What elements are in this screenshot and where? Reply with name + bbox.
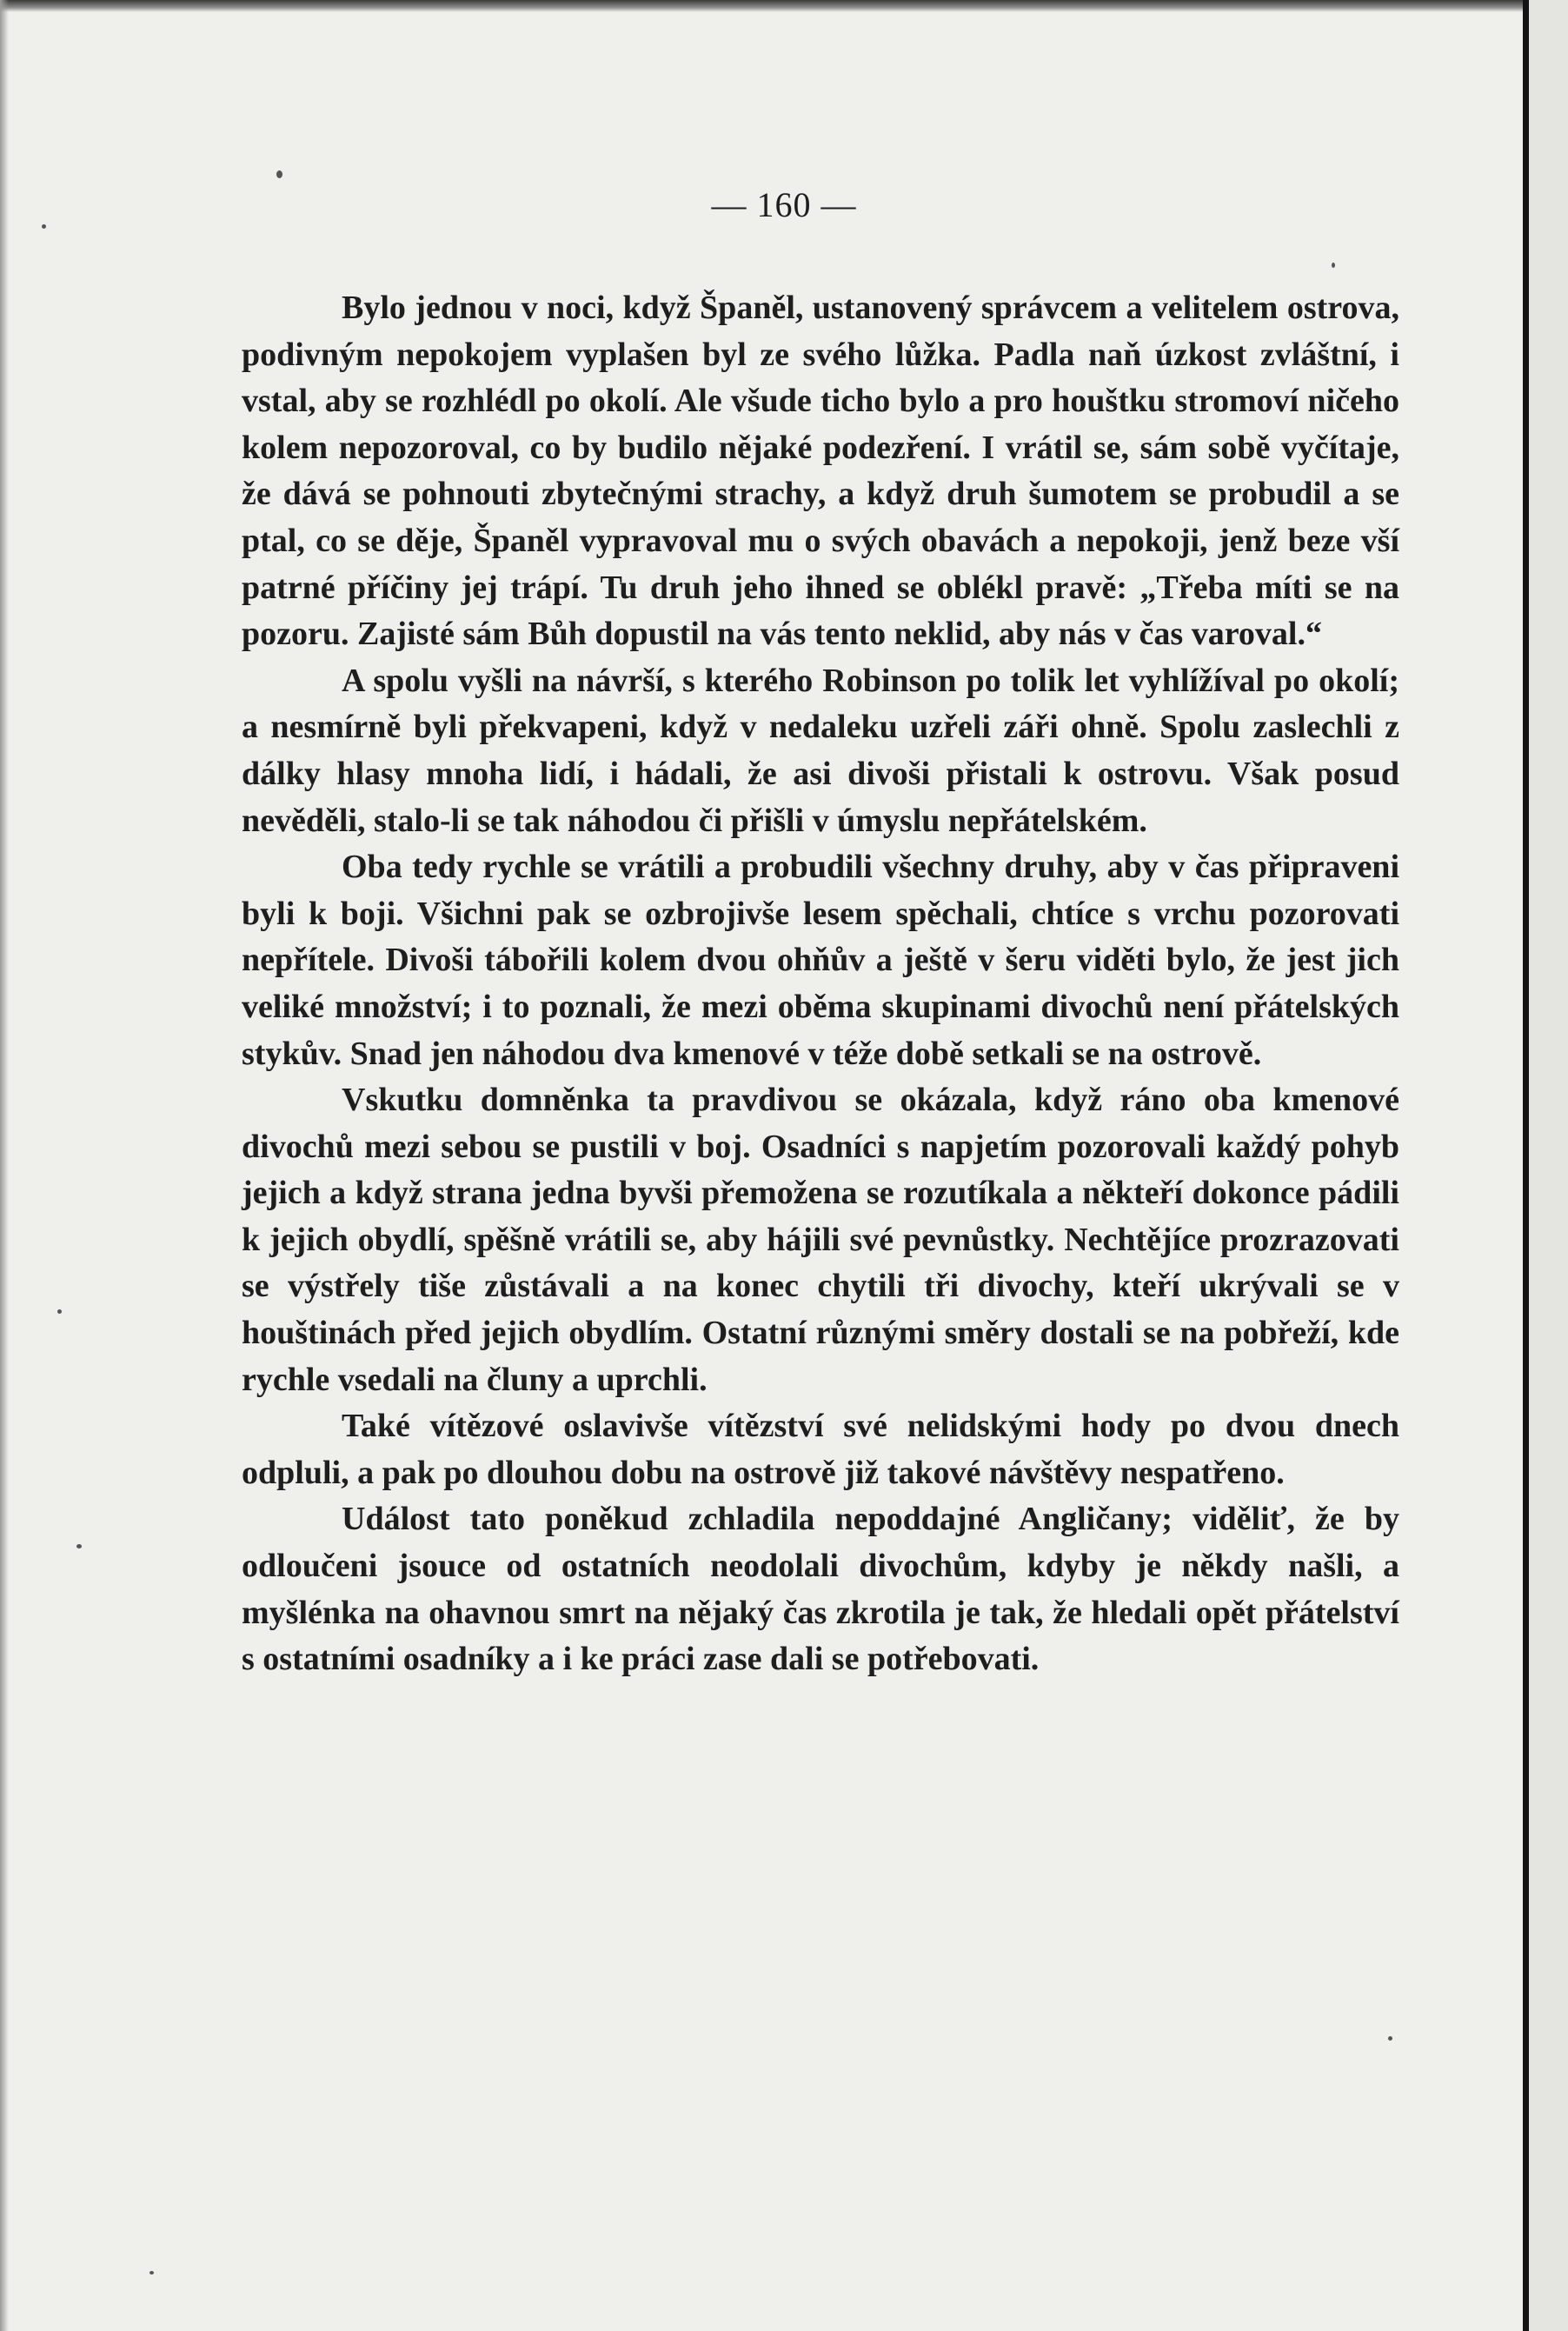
paragraph: Událost tato poněkud zchladila nepoddajné Angličany; viděliť, že by odloučeni jsouce od ostatních neodolali divochům, kdyby je někdy našli, a myšlénka na ohavnou smrt na nějaký čas zkrotila je tak, že hledali opět přátelství s ostatními osadníky a i ke práci zase dali se potřebovati. bbox=[242, 1501, 1399, 1678]
scan-right-margin bbox=[1523, 0, 1568, 2331]
dust-speck bbox=[57, 1309, 62, 1314]
paragraph: Oba tedy rychle se vrátili a probudili všechny druhy, aby v čas připraveni byli k boji. Všichni pak se ozbrojivše lesem spěchali, chtíce s vrchu pozorovati nepřítele. Divoši tábořili kolem dvou ohňův a ještě v šeru viděti bylo, že jest jich veliké množství; i to poznali, že mezi oběma skupinami divochů není přátelských stykův. Snad jen náhodou dva kmenové v téže době setkali se na ostrově. bbox=[242, 849, 1399, 1072]
paragraph: Vskutku domněnka ta pravdivou se okázala, když ráno oba kmenové divochů mezi sebou se pustili v boj. Osadníci s napjetím pozorovali každý pohyb jejich a když strana jedna byvši přemožena se rozutíkala a někteří dokonce pádili k jejich obydlí, spěšně vrátili se, aby hájili své pevnůstky. Nechtějíce prozrazovati se výstřely tiše zůstávali a na konec chytili tři divochy, kteří ukrývali se v houštinách před jejich obydlím. Ostatní různými směry dostali se na pobřeží, kde rychle vsedali na čluny a uprchli. bbox=[242, 1082, 1399, 1398]
dust-speck bbox=[76, 1544, 82, 1548]
dust-speck bbox=[149, 2271, 154, 2274]
scan-left-edge bbox=[0, 0, 9, 2331]
scan-top-edge bbox=[0, 0, 1568, 12]
paragraph: Také vítězové oslavivše vítězství své nelidskými hody po dvou dnech odpluli, a pak po dlouhou dobu na ostrově již takové návštěvy nespatřeno. bbox=[242, 1408, 1399, 1491]
body-text bbox=[242, 285, 1399, 1683]
dust-speck bbox=[1332, 263, 1335, 268]
paragraph: Bylo jednou v noci, když Španěl, ustanovený správcem a velitelem ostrova, podivným nepokojem vyplašen byl ze svého lůžka. Padla naň úzkost zvláštní, i vstal, aby se rozhlédl po okolí. Ale všude ticho bylo a pro houštku stromoví ničeho kolem nepozoroval, co by budilo nějaké podezření. I vrátil se, sám sobě vyčítaje, že dává se pohnouti zbytečnými strachy, a když druh šumotem se probudil a se ptal, co se děje, Španěl vypravoval mu o svých obavách a nepokoji, jenž beze vší patrné příčiny jej trápí. Tu druh jeho ihned se oblékl pravě: „Třeba míti se na pozoru. Zajisté sám Bůh dopustil na vás tento neklid, aby nás v čas varoval.“ bbox=[242, 290, 1399, 653]
paragraph: A spolu vyšli na návrší, s kterého Robinson po tolik let vyhlížíval po okolí; a nesmírně byli překvapeni, když v nedaleku uzřeli záři ohně. Spolu zaslechli z dálky hlasy mnoha lidí, i hádali, že asi divoši přistali k ostrovu. Však posud nevěděli, stalo-li se tak náhodou či přišli v úmyslu nepřátelském. bbox=[242, 662, 1399, 839]
dust-speck bbox=[276, 170, 282, 178]
dust-speck bbox=[1388, 2036, 1392, 2041]
scan-right-border bbox=[1523, 0, 1529, 2331]
page-number: — 160 — bbox=[711, 185, 857, 224]
